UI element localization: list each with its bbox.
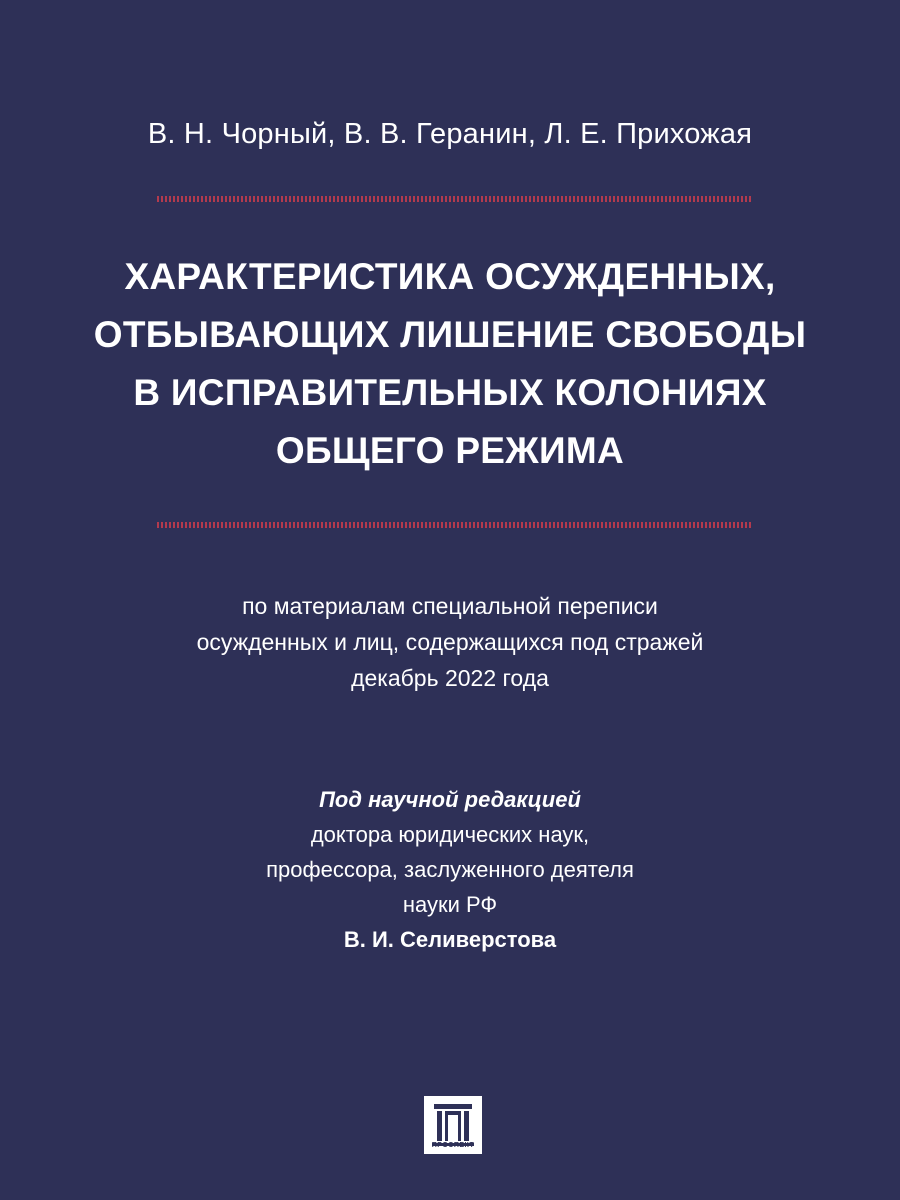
subtitle (60, 588, 840, 696)
title-line: ОТБЫВАЮЩИХ ЛИШЕНИЕ СВОБОДЫ (93, 314, 807, 355)
editor-name: В. И. Селиверстова (343, 927, 557, 952)
authors: В. Н. Чорный, В. В. Геранин, Л. Е. Прихожая (147, 118, 753, 150)
editor-heading: Под научной редакцией (319, 787, 581, 812)
editor-line-prefix: науки РФ (402, 892, 498, 917)
divider-bottom (157, 522, 753, 528)
editor-block (60, 782, 840, 957)
publisher-name: ПРОСПЕКТ (431, 1142, 475, 1149)
editor-line (60, 887, 840, 957)
subtitle-line: декабрь 2022 года (351, 665, 549, 691)
title-line: ХАРАКТЕРИСТИКА ОСУЖДЕННЫХ, (124, 256, 776, 297)
title-line: В ИСПРАВИТЕЛЬНЫХ КОЛОНИЯХ (133, 372, 767, 413)
subtitle-line: по материалам специальной переписи (242, 593, 658, 619)
editor-line: доктора юридических наук, (310, 822, 590, 847)
subtitle-line: осужденных и лиц, содержащихся под стражей (196, 629, 704, 655)
title-line: ОБЩЕГО РЕЖИМА (275, 430, 625, 471)
book-title (60, 248, 840, 480)
editor-line: профессора, заслуженного деятеля (266, 857, 634, 882)
divider-top (157, 196, 753, 202)
